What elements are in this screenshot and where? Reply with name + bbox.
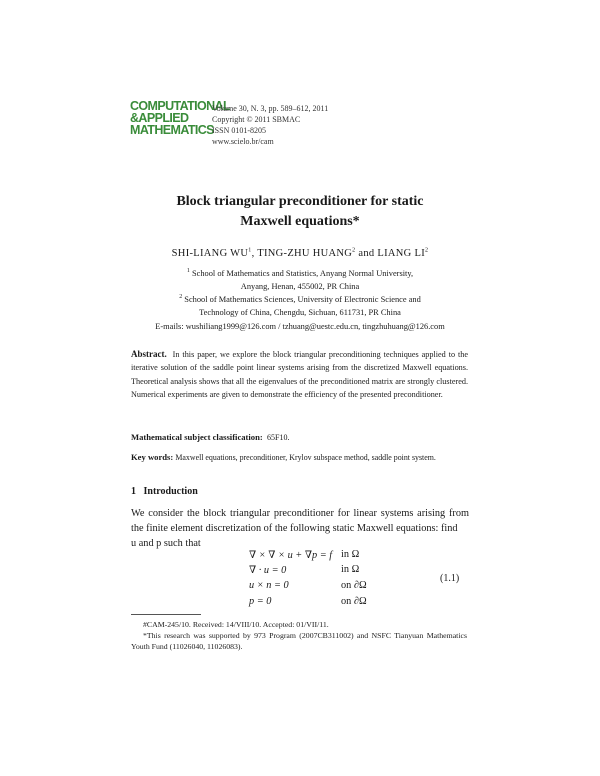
author-list bbox=[0, 248, 600, 259]
footnote-2: *This research was supported by 973 Program (2007CB311002) and NSFC Tianyuan Mathematics Youth Fund (11026040, 11026083). bbox=[131, 631, 467, 652]
author-2-affil: 2 bbox=[352, 247, 356, 254]
issn: ISSN 0101-8205 bbox=[212, 126, 267, 135]
equation-3-rhs: on ∂Ω bbox=[341, 580, 367, 591]
title-line-1: Block triangular preconditioner for static bbox=[176, 194, 424, 209]
equation-number: (1.1) bbox=[440, 573, 460, 584]
intro-paragraph bbox=[131, 506, 469, 551]
footnote-rule bbox=[131, 614, 201, 615]
msc-value: 65F10. bbox=[267, 433, 290, 442]
equation-1-rhs: in Ω bbox=[341, 549, 360, 560]
author-3-affil: 2 bbox=[425, 247, 429, 254]
keywords-value: Maxwell equations, preconditioner, Krylov subspace method, saddle point system. bbox=[175, 453, 436, 462]
copyright: Copyright © 2011 SBMAC bbox=[212, 115, 301, 124]
affiliation-2-line-2: Technology of China, Chengdu, Sichuan, 611731, PR China bbox=[199, 308, 401, 317]
author-1-affil: 1 bbox=[248, 247, 252, 254]
journal-logo bbox=[130, 99, 231, 137]
logo-line-3: MATHEMATICS bbox=[130, 123, 214, 137]
section-title: Introduction bbox=[143, 486, 198, 497]
msc-label: Mathematical subject classification: bbox=[131, 432, 263, 442]
affiliation-1 bbox=[0, 267, 600, 293]
affiliation-1-sup: 1 bbox=[186, 268, 190, 275]
affiliation-2 bbox=[0, 293, 600, 319]
paper-title bbox=[0, 192, 600, 232]
abstract bbox=[131, 348, 468, 402]
author-2: TING-ZHU HUANG bbox=[257, 248, 353, 259]
author-3: LIANG LI bbox=[377, 248, 425, 259]
keywords bbox=[131, 452, 471, 462]
journal-header-meta bbox=[212, 103, 328, 147]
equation-2-lhs: ∇ · u = 0 bbox=[249, 565, 287, 576]
affiliation-1-line-2: Anyang, Henan, 455002, PR China bbox=[240, 282, 360, 291]
author-sep-2: and bbox=[355, 248, 378, 259]
equation-3-lhs: u × n = 0 bbox=[249, 580, 289, 591]
logo-line-1: COMPUTATIONAL bbox=[130, 99, 231, 113]
author-sep-1: , bbox=[251, 248, 258, 259]
footnote-1: #CAM-245/10. Received: 14/VIII/10. Accepted: 01/VII/11. bbox=[143, 620, 329, 629]
section-heading bbox=[131, 486, 198, 497]
equation-4-rhs: on ∂Ω bbox=[341, 596, 367, 607]
affiliation-1-line-1: School of Mathematics and Statistics, Anyang Normal University, bbox=[191, 269, 414, 278]
footnotes bbox=[131, 619, 467, 653]
equation-4-lhs: p = 0 bbox=[249, 596, 272, 607]
intro-text: We consider the block triangular preconditioner for linear systems arising from the finite element discretization of the following static Maxwell equations: find bbox=[131, 508, 469, 534]
section-number: 1 bbox=[131, 486, 136, 497]
affiliation-2-line-1: School of Mathematics Sciences, University of Electronic Science and bbox=[184, 295, 421, 304]
author-1: SHI-LIANG WU bbox=[171, 248, 249, 259]
subject-classification bbox=[131, 432, 290, 442]
equation-1-lhs: ∇ × ∇ × u + ∇p = f bbox=[249, 550, 333, 561]
abstract-label: Abstract. bbox=[131, 349, 167, 359]
intro-text-2: u and p such that bbox=[131, 538, 201, 549]
abstract-text: In this paper, we explore the block triangular preconditioning techniques applied to the iterative solution of the saddle point linear systems arising from the discretized Maxwell equations. Theoretical analysis shows that all the eigenvalues of the preconditioned matrix are strongly clustered. Numerical experiments are given to demonstrate the efficiency of the presented preconditioner. bbox=[131, 350, 469, 400]
logo-line-2: &APPLIED bbox=[130, 111, 189, 125]
volume-info: Volume 30, N. 3, pp. 589–612, 2011 bbox=[212, 104, 329, 113]
author-emails: E-mails: wushiliang1999@126.com / tzhuang@uestc.edu.cn, tingzhuhuang@126.com bbox=[155, 322, 445, 331]
affiliation-2-sup: 2 bbox=[179, 294, 183, 301]
equation-2-rhs: in Ω bbox=[341, 564, 360, 575]
journal-url[interactable]: www.scielo.br/cam bbox=[212, 137, 274, 146]
keywords-label: Key words: bbox=[131, 452, 174, 462]
title-line-2: Maxwell equations* bbox=[240, 214, 360, 229]
